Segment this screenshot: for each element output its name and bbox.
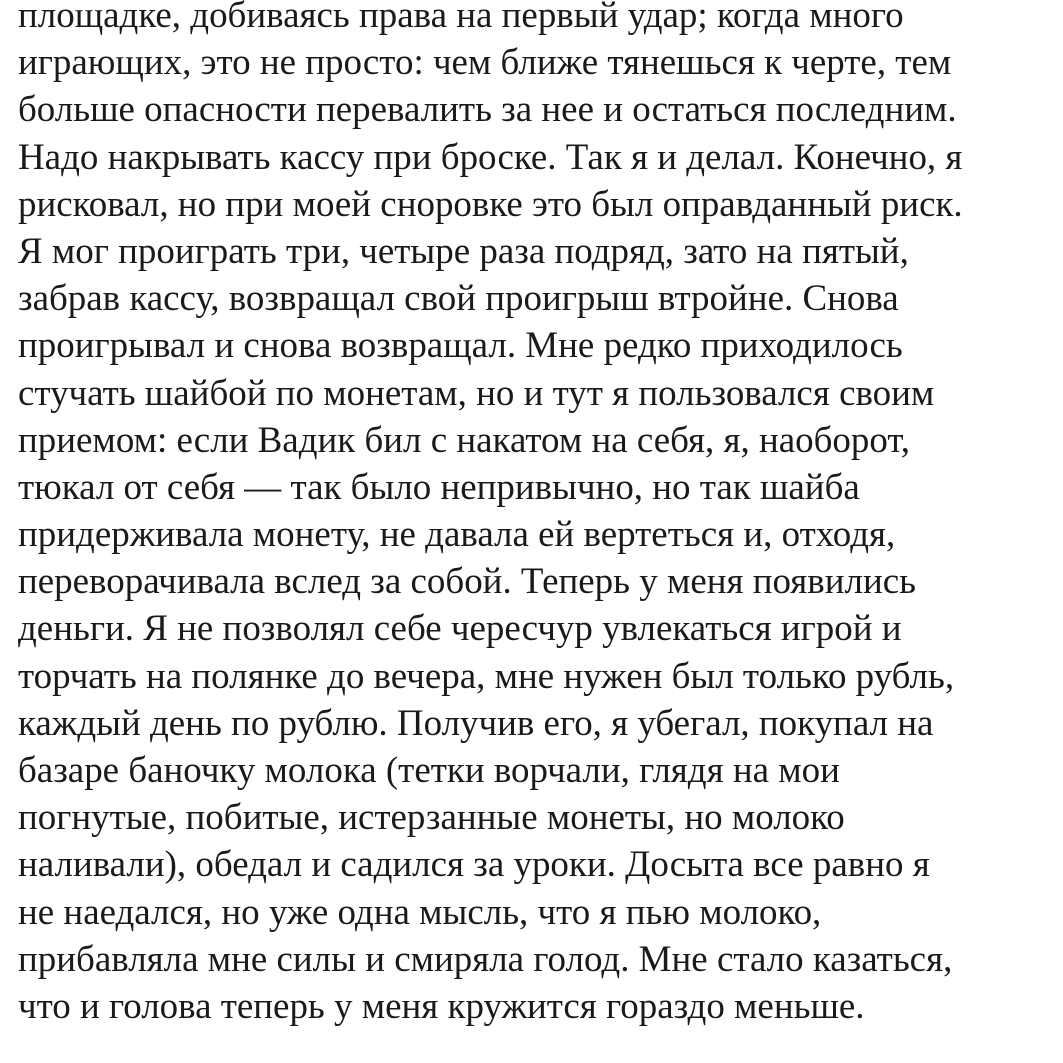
text-line: рисковал, но при моей сноровке это был оправданный риск. [18, 182, 963, 224]
text-line: проигрывал и снова возвращал. Мне редко приходилось [18, 324, 903, 366]
text-line: деньги. Я не позволял себе чересчур увлекаться игрой и [18, 607, 902, 649]
text-line: не наедался, но уже одна мысль, что я пью молоко, [18, 890, 822, 932]
text-line: площадке, добиваясь права на первый удар; когда много [18, 0, 904, 35]
text-line: прибавляла мне силы и смиряла голод. Мне стало казаться, [18, 937, 953, 979]
text-paragraph [18, 0, 1058, 1029]
text-line: играющих, это не просто: чем ближе тянешься к черте, тем [18, 41, 952, 83]
text-line: наливали), обедал и садился за уроки. Досыта все равно я [18, 843, 930, 885]
text-line: стучать шайбой по монетам, но и тут я пользовался своим [18, 371, 935, 413]
text-line: тюкал от себя — так было непривычно, но так шайба [18, 465, 860, 507]
text-line: переворачивала вслед за собой. Теперь у меня появились [18, 560, 916, 602]
text-line: придерживала монету, не давала ей вертеться и, отходя, [18, 513, 896, 555]
text-line: Надо накрывать кассу при броске. Так я и делал. Конечно, я [18, 135, 963, 177]
text-line: базаре баночку молока (тетки ворчали, глядя на мои [18, 749, 840, 790]
text-line: погнутые, побитые, истерзанные монеты, но молоко [18, 796, 845, 838]
text-line: приемом: если Вадик бил с накатом на себя, я, наоборот, [18, 418, 910, 460]
text-line: торчать на полянке до вечера, мне нужен был только рубль, [18, 654, 955, 696]
text-line: Я мог проиграть три, четыре раза подряд, зато на пятый, [18, 229, 909, 271]
text-line: каждый день по рублю. Получив его, я убегал, покупал на [18, 701, 934, 743]
text-line: больше опасности перевалить за нее и остаться последним. [18, 88, 957, 130]
text-line: что и голова теперь у меня кружится гораздо меньше. [18, 984, 865, 1026]
text-line: забрав кассу, возвращал свой проигрыш втройне. Снова [18, 277, 899, 319]
